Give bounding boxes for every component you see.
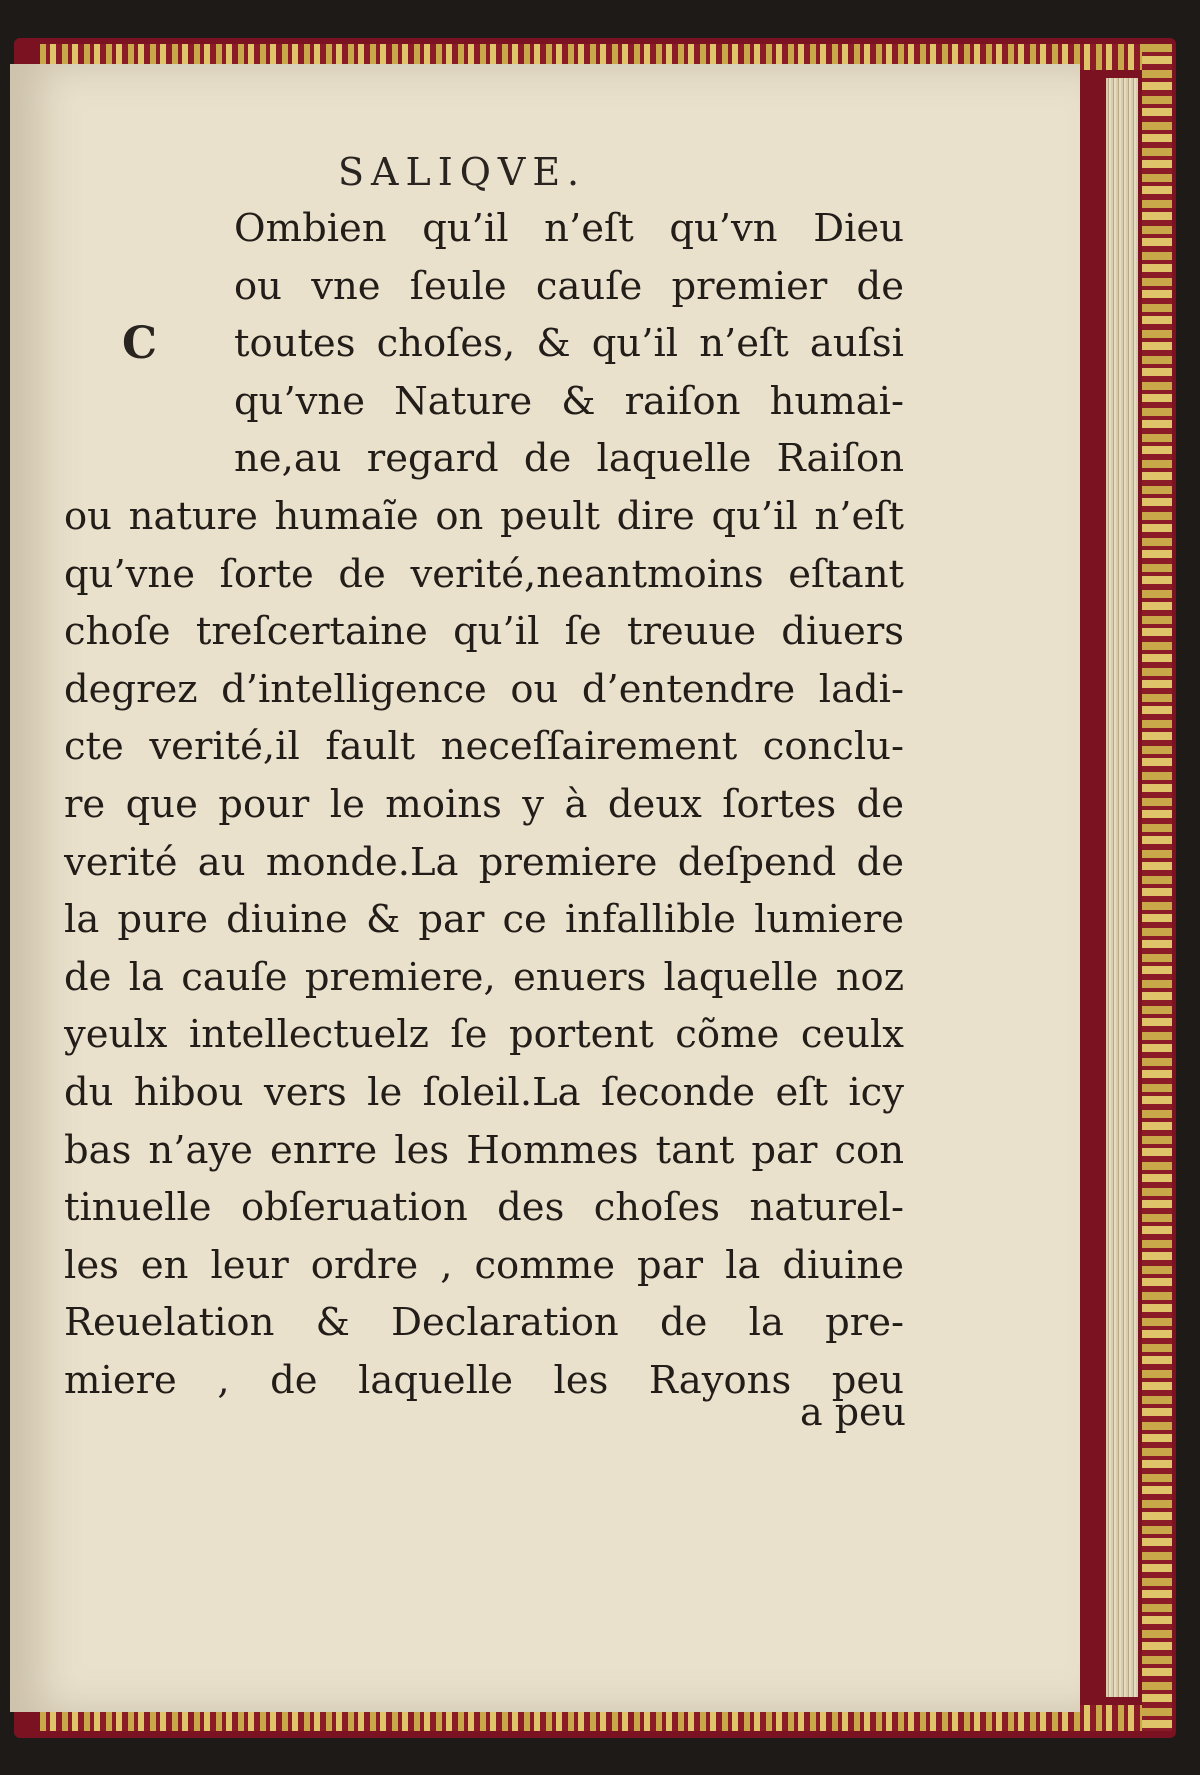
text-line: ou vne ſeule cauſe premier de xyxy=(234,263,904,309)
text-line: ne,au regard de laquelle Raiſon xyxy=(234,436,904,482)
text-line: degrez d’intelligence ou d’entendre ladi- xyxy=(64,666,904,712)
gilt-border-right xyxy=(1142,44,1172,1731)
text-line: re que pour le moins y à deux ſortes de xyxy=(64,781,904,827)
text-line: miere , de laquelle les Rayons peu xyxy=(64,1357,904,1403)
catchword: a peu xyxy=(799,1390,906,1434)
text-line: tinuelle obſeruation des choſes naturel- xyxy=(64,1185,904,1231)
text-line: la pure diuine & par ce infallible lumiere xyxy=(64,897,904,943)
text-line: de la cauſe premiere, enuers laquelle noz xyxy=(64,954,904,1000)
body-text xyxy=(64,200,904,1409)
text-line: ou nature humaĩe on peult dire qu’il n’eſt xyxy=(64,493,904,539)
text-line: toutes choſes, & qu’il n’eſt auſsi xyxy=(234,321,904,367)
text-line: qu’vne Nature & raiſon humai- xyxy=(234,378,904,424)
text-line: choſe treſcertaine qu’il ſe treuue diuers xyxy=(64,609,904,655)
page-edges xyxy=(1106,78,1138,1697)
text-line: qu’vne ſorte de verité,neantmoins eſtant xyxy=(64,551,904,597)
text-line: yeulx intellectuelz ſe portent cõme ceulx xyxy=(64,1012,904,1058)
text-line: Reuelation & Declaration de la pre- xyxy=(64,1300,904,1346)
text-line: cte verité,il fault neceſſairement conclu- xyxy=(64,724,904,770)
drop-initial: C xyxy=(122,318,158,369)
text-line: Ombien qu’il n’eſt qu’vn Dieu xyxy=(234,206,904,251)
text-line: les en leur ordre , comme par la diuine xyxy=(64,1242,904,1288)
text-line: verité au monde.La premiere deſpend de xyxy=(64,839,904,885)
running-head: SALIQVE. xyxy=(338,150,587,194)
text-line: bas n’aye enrre les Hommes tant par con xyxy=(64,1127,904,1173)
text-line: du hibou vers le ſoleil.La ſeconde eſt icy xyxy=(64,1069,904,1115)
